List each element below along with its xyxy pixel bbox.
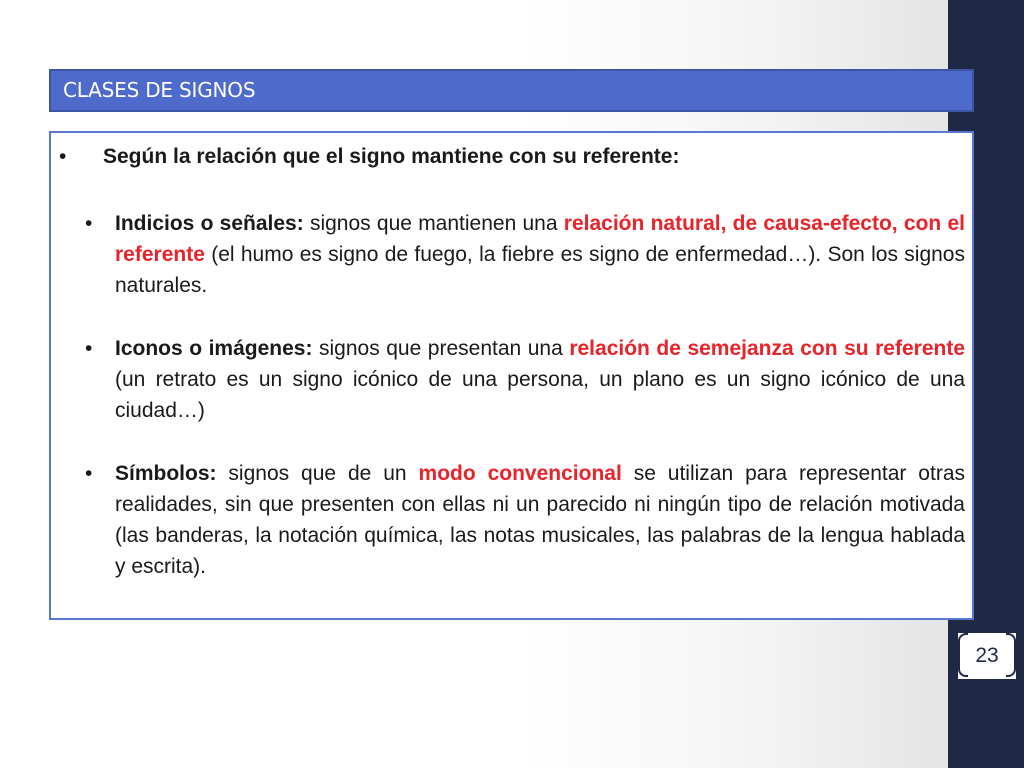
bracket-left-icon	[958, 633, 968, 677]
page-number: 23	[975, 644, 999, 667]
highlight-text: modo convencional	[418, 462, 622, 485]
highlight-text: relación de semejanza con su referente	[569, 337, 965, 360]
item-text: signos que mantienen una	[303, 212, 564, 235]
item-text: (un retrato es un signo icónico de una persona, un plano es un signo icónico de una ciudad…)	[115, 368, 965, 422]
list-bullet: •	[85, 462, 93, 485]
list-item-body	[115, 458, 965, 582]
heading-text: Según la relación que el signo mantiene con su referente:	[103, 145, 680, 168]
heading-bullet: •	[59, 145, 67, 168]
term-label: Indicios o señales:	[115, 212, 304, 235]
section-heading	[59, 145, 679, 169]
item-text: signos que presentan una	[312, 337, 570, 360]
term-label: Iconos o imágenes:	[115, 337, 313, 360]
item-text: se utilizan para representar otras realidades, sin que presenten con ellas ni un parecido ni ningún tipo de relación motivada (las banderas, la notación química, las notas musicales, las palabras de la lengua hablada y escrita).	[115, 462, 965, 578]
content-box	[49, 131, 974, 620]
bracket-right-icon	[1006, 633, 1016, 677]
highlight-text: relación natural, de causa-efecto, con el referente	[115, 212, 965, 266]
list-item-simbolos	[85, 458, 965, 582]
list-item-iconos	[85, 333, 965, 426]
list-bullet: •	[85, 337, 93, 360]
list-bullet: •	[85, 212, 93, 235]
term-label: Símbolos:	[115, 462, 217, 485]
slide-title: CLASES DE SIGNOS	[63, 78, 256, 102]
slide-title-bar	[49, 69, 974, 112]
item-text: (el humo es signo de fuego, la fiebre es signo de enfermedad…). Son los signos naturales.	[115, 243, 965, 297]
item-text: signos que de un	[216, 462, 419, 485]
page-number-badge	[958, 633, 1016, 679]
list-item-body	[115, 208, 965, 301]
list-item-indicios	[85, 208, 965, 301]
list-item-body	[115, 333, 965, 426]
